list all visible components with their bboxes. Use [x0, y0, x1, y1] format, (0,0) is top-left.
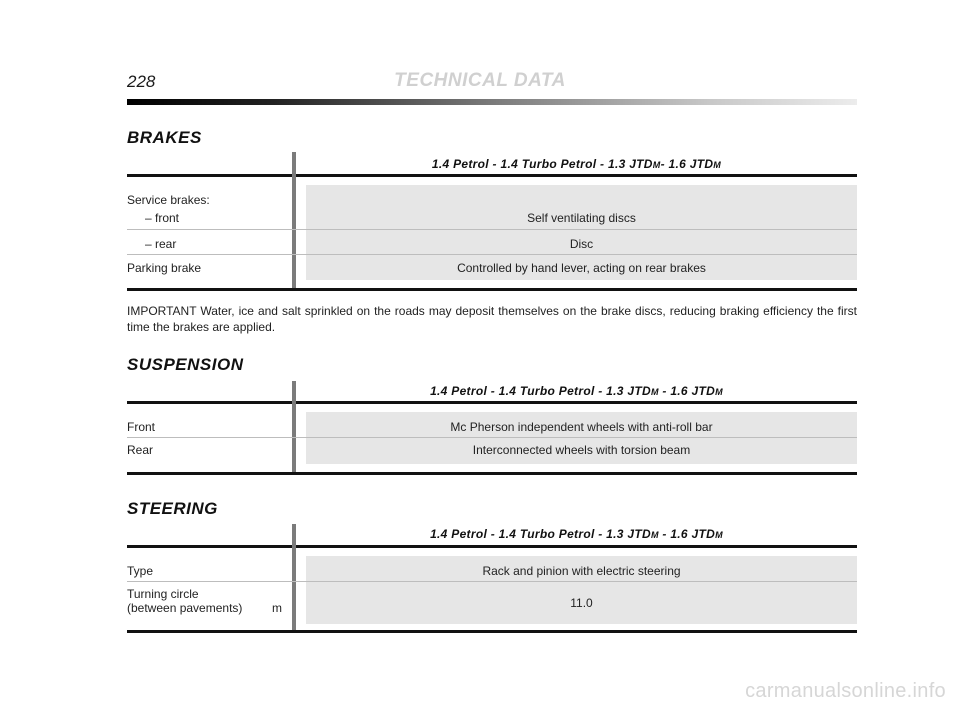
brakes-column-divider — [292, 152, 296, 290]
turning-circle-sublabel: (between pavements) — [127, 601, 243, 615]
steering-bottom-rule — [127, 630, 857, 633]
steering-column-header: 1.4 Petrol - 1.4 Turbo Petrol - 1.3 JTDM - 1.6 JTDM — [430, 527, 723, 541]
brakes-header-rule — [296, 174, 857, 177]
rear-brake-label: – rear — [145, 237, 177, 251]
front-brake-value: Self ventilating discs — [527, 211, 636, 225]
brakes-label-rule — [127, 174, 292, 177]
front-suspension-value: Mc Pherson independent wheels with anti-roll bar — [450, 420, 713, 434]
important-note: IMPORTANT Water, ice and salt sprinkled on the roads may deposit themselves on the brake discs, reducing braking efficiency the first time the brakes are applied. — [127, 304, 857, 334]
title-gradient-rule — [127, 99, 857, 105]
running-title: TECHNICAL DATA — [394, 70, 566, 91]
parking-brake-label: Parking brake — [127, 261, 202, 275]
rear-brake-value: Disc — [569, 237, 594, 251]
row-divider — [127, 229, 857, 230]
turning-circle-label: Turning circle — [127, 587, 199, 601]
steering-type-label: Type — [127, 564, 154, 578]
suspension-label-rule — [127, 401, 292, 404]
steering-heading: STEERING — [127, 499, 218, 518]
row-divider — [127, 254, 857, 255]
service-brakes-label: Service brakes: — [127, 193, 210, 207]
turning-circle-unit: m — [272, 601, 282, 615]
rear-suspension-label: Rear — [127, 443, 154, 457]
rear-suspension-value: Interconnected wheels with torsion beam — [472, 443, 691, 457]
brakes-bottom-rule — [127, 288, 857, 291]
steering-label-rule — [127, 545, 292, 548]
row-divider — [127, 437, 857, 438]
steering-header-rule — [296, 545, 857, 548]
row-divider — [127, 581, 857, 582]
suspension-column-header: 1.4 Petrol - 1.4 Turbo Petrol - 1.3 JTDM - 1.6 JTDM — [430, 384, 723, 398]
suspension-bottom-rule — [127, 472, 857, 475]
suspension-header-rule — [296, 401, 857, 404]
turning-circle-value: 11.0 — [570, 596, 593, 610]
page-number: 228 — [127, 72, 156, 91]
front-brake-label: – front — [145, 211, 180, 225]
front-suspension-label: Front — [127, 420, 156, 434]
brakes-column-header: 1.4 Petrol - 1.4 Turbo Petrol - 1.3 JTDM- 1.6 JTDM — [431, 157, 722, 171]
parking-brake-value: Controlled by hand lever, acting on rear brakes — [457, 261, 706, 275]
brakes-heading: BRAKES — [127, 128, 202, 147]
suspension-heading: SUSPENSION — [127, 355, 244, 374]
steering-type-value: Rack and pinion with electric steering — [482, 564, 681, 578]
watermark: carmanualsonline.info — [745, 680, 946, 702]
